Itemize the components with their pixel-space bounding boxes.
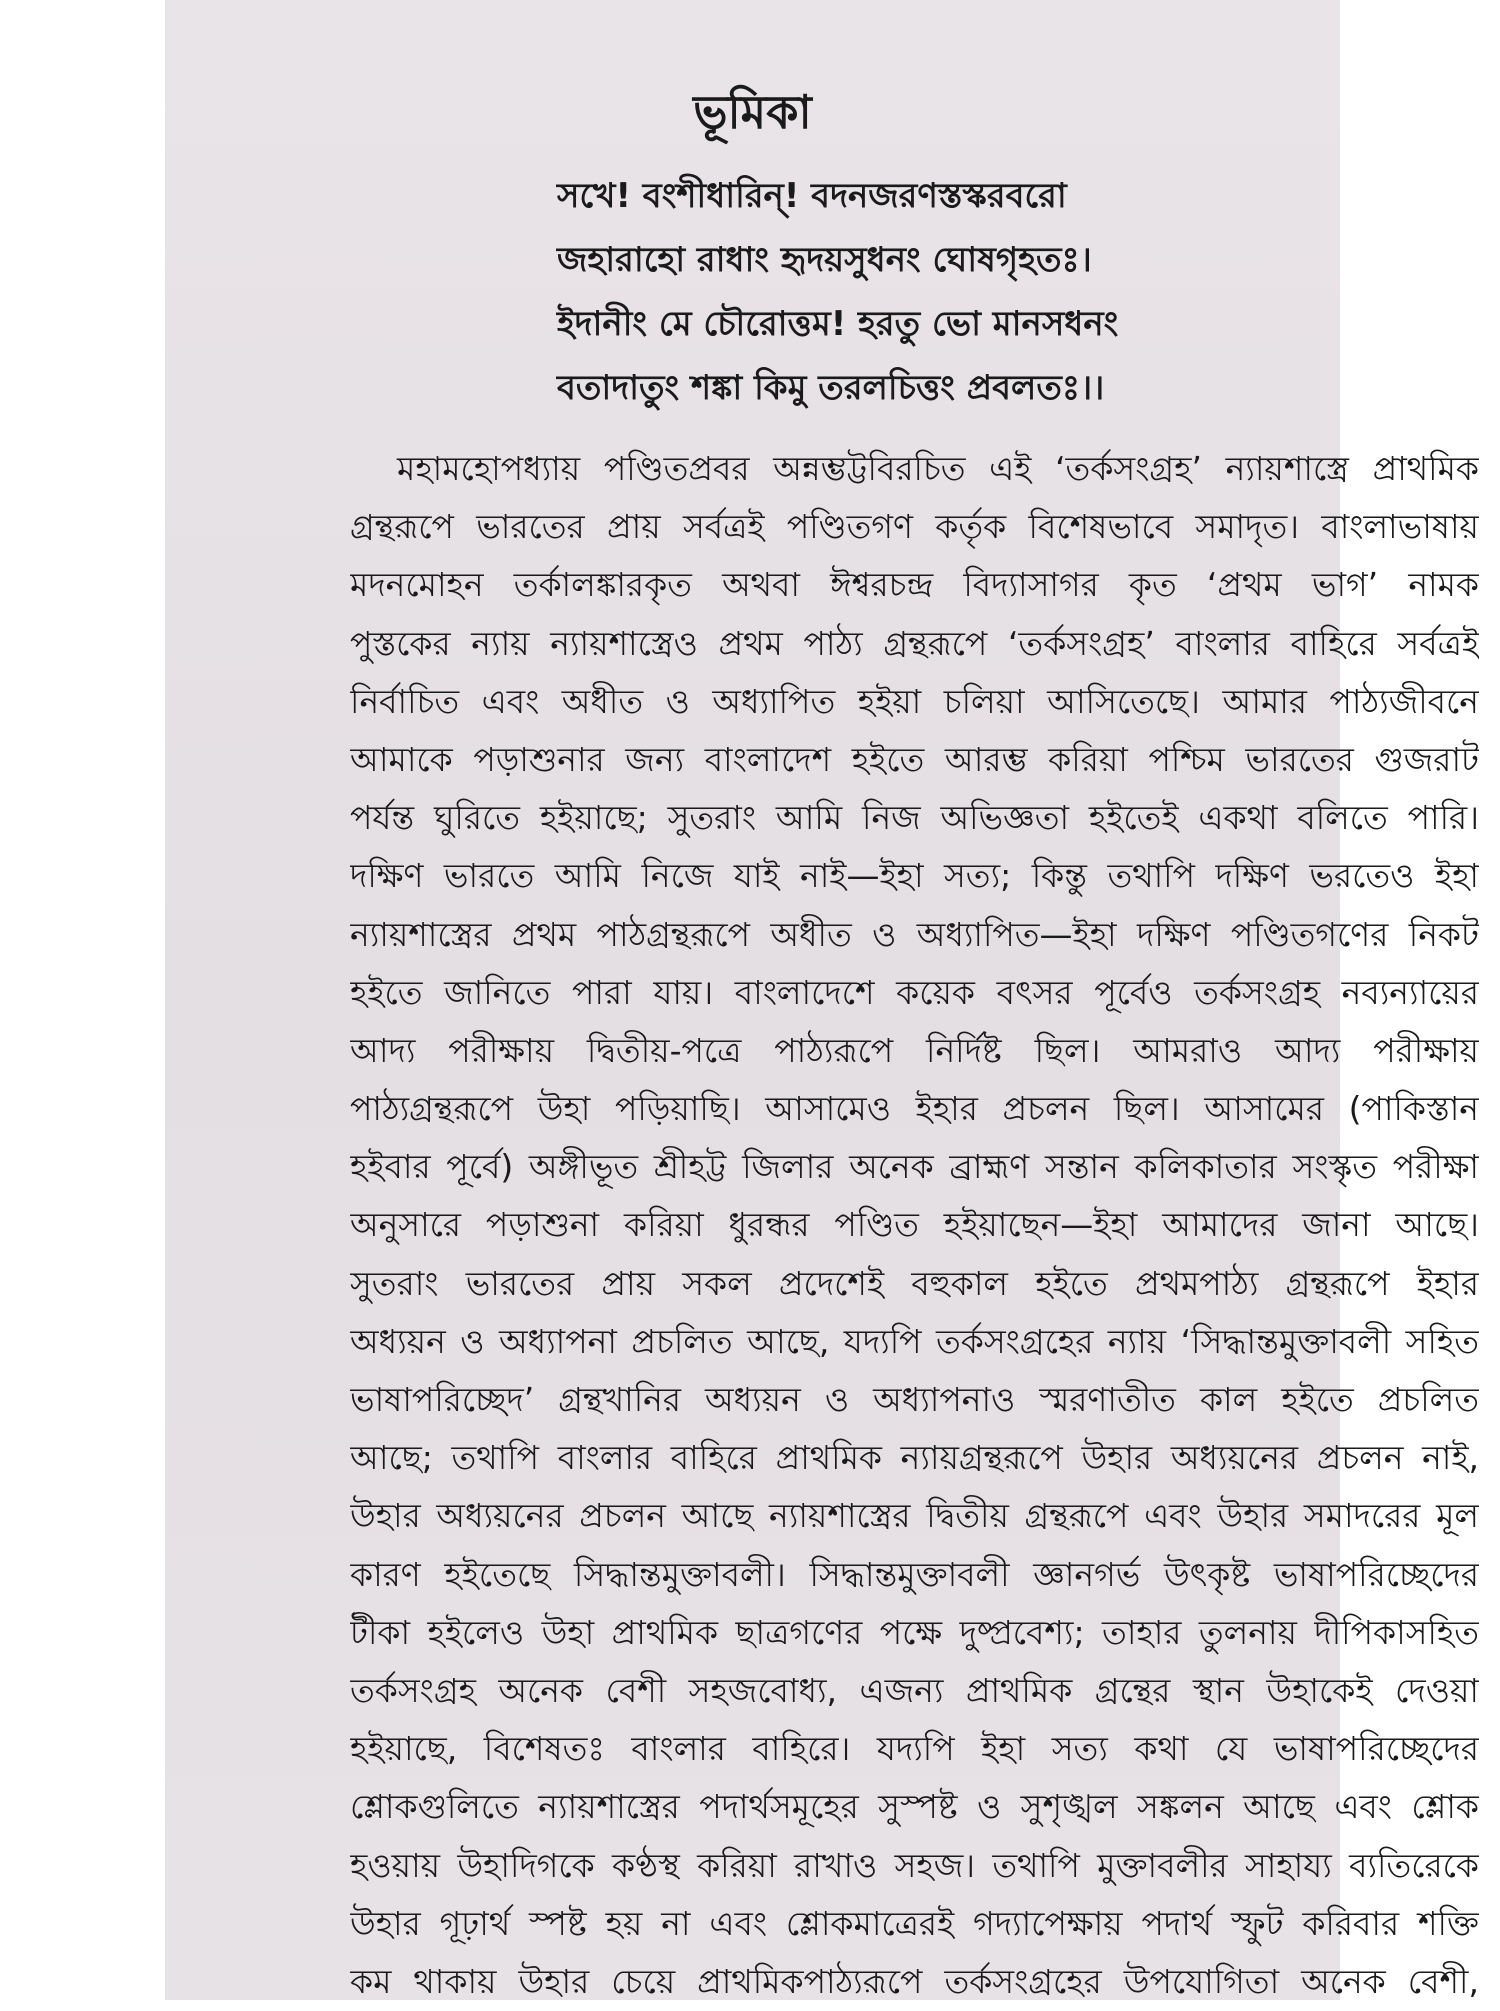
paragraph-line: মহামহোপধ্যায় পণ্ডিতপ্রবর অন্নম্ভট্টবিরচিত এই ‘তর্কসংগ্রহ’ ন্যায়শাস্ত্রে প্রাথমিক bbox=[397, 449, 1479, 488]
paragraph-line: হইবার পূর্বে) অঙ্গীভূত শ্রীহট্ট জিলার অনেক ব্রাহ্মণ সন্তান কলিকাতার সংস্কৃত পরীক্ষা bbox=[350, 1147, 1479, 1187]
paragraph-line: উহার অধ্যয়নের প্রচলন আছে ন্যায়শাস্ত্রের দ্বিতীয় গ্রন্থরূপে এবং উহার সমাদরের মূল bbox=[350, 1496, 1479, 1536]
paragraph-line: দক্ষিণ ভারতে আমি নিজে যাই নাই—ইহা সত্য; কিন্তু তথাপি দক্ষিণ ভরতেও ইহা bbox=[350, 856, 1479, 896]
page-title: ভূমিকা bbox=[693, 85, 812, 139]
paragraph-line: উহার গূঢ়ার্থ স্পষ্ট হয় না এবং শ্লোকমাত্রেরই গদ্যাপেক্ষায় পদার্থ স্ফুট করিবার শক্তি bbox=[350, 1903, 1479, 1943]
paragraph-line: হওয়ায় উহাদিগকে কণ্ঠস্থ করিয়া রাখাও সহজ। তথাপি মুক্তাবলীর সাহায্য ব্যতিরেকে bbox=[350, 1845, 1479, 1885]
paragraph-line: ন্যায়শাস্ত্রের প্রথম পাঠগ্রন্থরূপে অধীত ও অধ্যাপিত—ইহা দক্ষিণ পণ্ডিতগণের নিকট bbox=[350, 914, 1479, 954]
paragraph-line: সুতরাং ভারতের প্রায় সকল প্রদেশেই বহুকাল হইতে প্রথমপাঠ্য গ্রন্থরূপে ইহার bbox=[350, 1263, 1479, 1303]
verse-line: বতাদাতুং শঙ্কা কিমু তরলচিত্তং প্রবলতঃ।। bbox=[557, 368, 1105, 408]
paragraph-line: অনুসারে পড়াশুনা করিয়া ধুরন্ধর পণ্ডিত হইয়াছেন—ইহা আমাদের জানা আছে। bbox=[350, 1205, 1479, 1245]
paragraph-line: শ্লোকগুলিতে ন্যায়শাস্ত্রের পদার্থসমূহের সুস্পষ্ট ও সুশৃঙ্খল সঙ্কলন আছে এবং শ্লোক bbox=[350, 1787, 1479, 1827]
paragraph-line: তর্কসংগ্রহ অনেক বেশী সহজবোধ্য, এজন্য প্রাথমিক গ্রন্থের স্থান উহাকেই দেওয়া bbox=[350, 1670, 1479, 1710]
paragraph-line: আদ্য পরীক্ষায় দ্বিতীয়-পত্রে পাঠ্যরূপে নির্দিষ্ট ছিল। আমরাও আদ্য পরীক্ষায় bbox=[350, 1030, 1479, 1070]
paragraph-line: পাঠ্যগ্রন্থরূপে উহা পড়িয়াছি। আসামেও ইহার প্রচলন ছিল। আসামের (পাকিস্তান bbox=[350, 1089, 1479, 1129]
verse-line: জহারাহো রাধাং হৃদয়সুধনং ঘোষগৃহতঃ। bbox=[557, 240, 1092, 280]
paragraph-line: হইয়াছে, বিশেষতঃ বাংলার বাহিরে। যদ্যপি ইহা সত্য কথা যে ভাষাপরিচ্ছেদের bbox=[350, 1729, 1479, 1769]
paragraph-line: কারণ হইতেছে সিদ্ধান্তমুক্তাবলী। সিদ্ধান্তমুক্তাবলী জ্ঞানগর্ভ উৎকৃষ্ট ভাষাপরিচ্ছেদের bbox=[350, 1554, 1479, 1594]
verse-line: ইদানীং মে চৌরোত্তম! হরতু ভো মানসধনং bbox=[557, 304, 1119, 344]
paragraph-line: মদনমোহন তর্কালঙ্কারকৃত অথবা ঈশ্বরচন্দ্র বিদ্যাসাগর কৃত ‘প্রথম ভাগ’ নামক bbox=[350, 565, 1479, 605]
paragraph-line: অধ্যয়ন ও অধ্যাপনা প্রচলিত আছে, যদ্যপি তর্কসংগ্রহের ন্যায় ‘সিদ্ধান্তমুক্তাবলী সহিত bbox=[350, 1321, 1479, 1361]
paragraph-line: টীকা হইলেও উহা প্রাথমিক ছাত্রগণের পক্ষে দুষ্প্রবেশ্য; তাহার তুলনায় দীপিকাসহিত bbox=[350, 1612, 1479, 1652]
paragraph-line: হইতে জানিতে পারা যায়। বাংলাদেশে কয়েক বৎসর পূর্বেও তর্কসংগ্রহ নব্যন্যায়ের bbox=[350, 972, 1479, 1012]
paragraph-line: গ্রন্থরূপে ভারতের প্রায় সর্বত্রই পণ্ডিতগণ কর্তৃক বিশেষভাবে সমাদৃত। বাংলাভাষায় bbox=[350, 507, 1479, 547]
paragraph-line: আমাকে পড়াশুনার জন্য বাংলাদেশ হইতে আরম্ভ করিয়া পশ্চিম ভারতের গুজরাট bbox=[350, 739, 1479, 779]
paragraph-line: আছে; তথাপি বাংলার বাহিরে প্রাথমিক ন্যায়গ্রন্থরূপে উহার অধ্যয়নের প্রচলন নাই, bbox=[350, 1438, 1479, 1478]
paragraph-line: নির্বাচিত এবং অধীত ও অধ্যাপিত হইয়া চলিয়া আসিতেছে। আমার পাঠ্যজীবনে bbox=[350, 681, 1479, 721]
paragraph-line: পুস্তকের ন্যায় ন্যায়শাস্ত্রেও প্রথম পাঠ্য গ্রন্থরূপে ‘তর্কসংগ্রহ’ বাংলার বাহিরে সর্বত্রই bbox=[350, 623, 1479, 663]
paragraph-line: কম থাকায় উহার চেয়ে প্রাথমিকপাঠ্যরূপে তর্কসংগ্রহের উপযোগিতা অনেক বেশী, bbox=[350, 1961, 1479, 2001]
verse-line: সখে! বংশীধারিন্! বদনজরণস্তস্করবরো bbox=[557, 176, 1067, 216]
book-page bbox=[165, 0, 1479, 2001]
paragraph-line: ভাষাপরিচ্ছেদ’ গ্রন্থখানির অধ্যয়ন ও অধ্যাপনাও স্মরণাতীত কাল হইতে প্রচলিত bbox=[350, 1380, 1479, 1419]
paragraph-line: পর্যন্ত ঘুরিতে হইয়াছে; সুতরাং আমি নিজ অভিজ্ঞতা হইতেই একথা বলিতে পারি। bbox=[350, 798, 1479, 838]
body-paragraph bbox=[350, 440, 1479, 2011]
